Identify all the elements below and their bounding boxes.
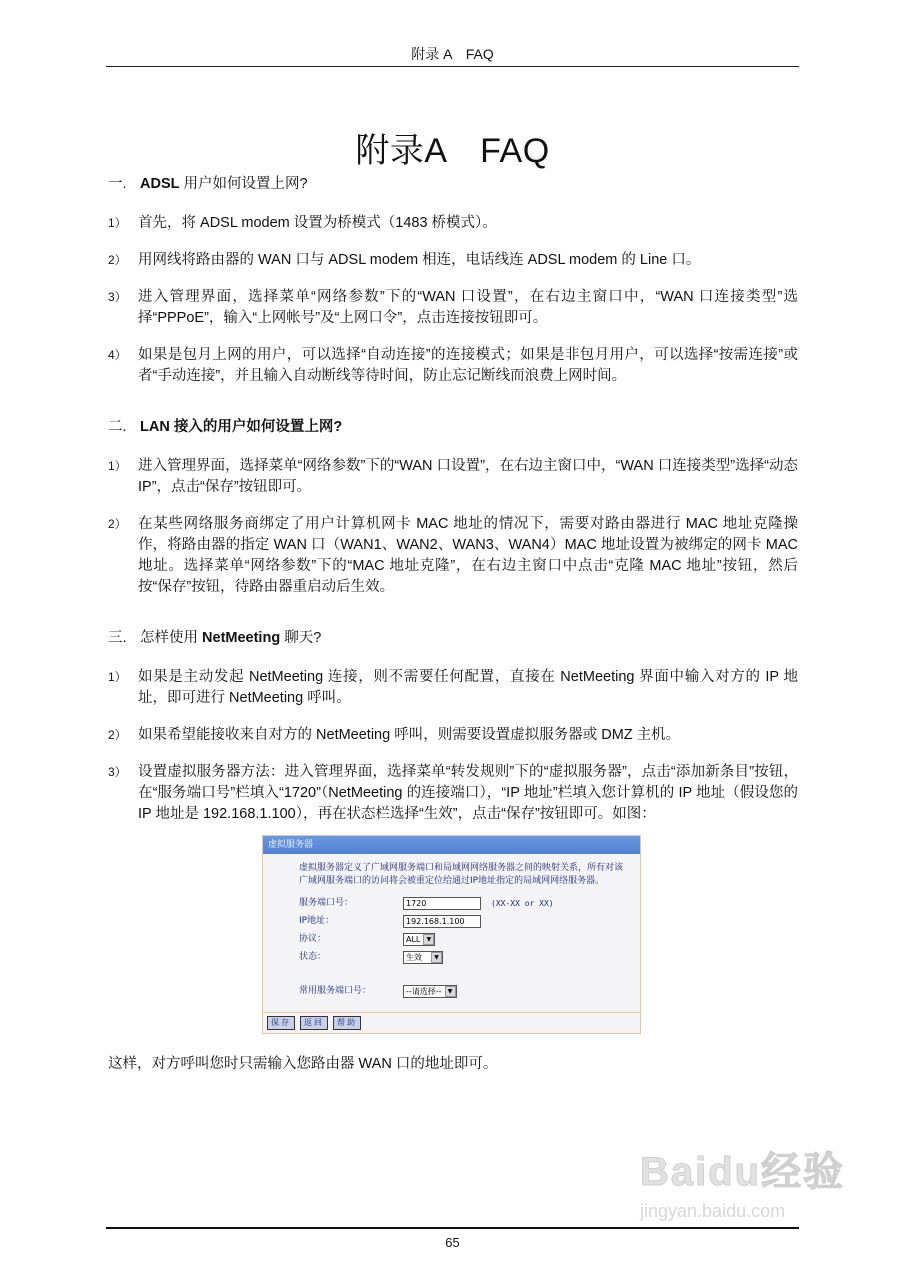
port-row bbox=[263, 894, 640, 912]
section-title-bold: LAN 接入的用户如何设置上网? bbox=[140, 419, 343, 435]
help-button[interactable]: 帮助 bbox=[333, 1016, 361, 1030]
section-number: 一. bbox=[108, 176, 127, 192]
item-text: 如果是主动发起 NetMeeting 连接，则不需要任何配置，直接在 NetMeeting 界面中输入对方的 IP 地址，即可进行 NetMeeting 呼叫。 bbox=[138, 669, 798, 706]
item-number: 2） bbox=[108, 728, 127, 742]
chevron-down-icon: ▼ bbox=[431, 952, 442, 963]
baidu-watermark bbox=[640, 1140, 860, 1240]
ip-label: IP地址： bbox=[299, 915, 335, 926]
section-title-bold: NetMeeting bbox=[202, 630, 281, 646]
status-value: 生效 bbox=[406, 952, 422, 962]
ip-row bbox=[263, 912, 640, 930]
item-text: 首先，将 ADSL modem 设置为桥模式（1483 桥模式）。 bbox=[138, 215, 497, 231]
item-number: 1） bbox=[108, 670, 127, 684]
back-button[interactable]: 返回 bbox=[300, 1016, 328, 1030]
item-number: 2） bbox=[108, 253, 127, 267]
section-title-bold: ADSL bbox=[140, 176, 180, 192]
item-number: 1） bbox=[108, 216, 127, 230]
status-select[interactable] bbox=[403, 951, 443, 964]
section-number: 二. bbox=[108, 419, 127, 435]
page-content bbox=[108, 174, 798, 1075]
protocol-row bbox=[263, 930, 640, 948]
section-title-prefix: 怎样使用 bbox=[140, 630, 203, 646]
page-number: 65 bbox=[445, 1235, 460, 1250]
chevron-down-icon: ▼ bbox=[445, 986, 456, 997]
port-hint: (XX-XX or XX) bbox=[491, 898, 554, 908]
item-text: 如果希望能接收来自对方的 NetMeeting 呼叫，则需要设置虚拟服务器或 DMZ 主机。 bbox=[138, 727, 681, 743]
running-header: 附录 A FAQ bbox=[411, 46, 494, 62]
watermark-brand: Baidu经验 bbox=[640, 1150, 846, 1194]
common-port-label: 常用服务端口号： bbox=[299, 985, 372, 996]
closing-paragraph: 这样，对方呼叫您时只需输入您路由器 WAN 口的地址即可。 bbox=[108, 1056, 498, 1072]
header-rule bbox=[106, 66, 799, 67]
figure-button-bar bbox=[263, 1012, 640, 1033]
page-title: 附录A FAQ bbox=[355, 131, 550, 170]
item-number: 3） bbox=[108, 290, 127, 304]
item-text: 进入管理界面，选择菜单“网络参数”下的“WAN 口设置”，在右边主窗口中，“WAN 口连接类型”选择“动态 IP”，点击“保存”按钮即可。 bbox=[138, 458, 798, 495]
section-title-text: 聊天? bbox=[280, 630, 322, 646]
port-label: 服务端口号： bbox=[299, 897, 354, 908]
section-title-text: 用户如何设置上网? bbox=[179, 176, 308, 192]
list-item bbox=[108, 287, 798, 329]
status-label: 状态： bbox=[299, 951, 327, 962]
list-item bbox=[108, 345, 798, 387]
save-button[interactable]: 保存 bbox=[267, 1016, 295, 1030]
item-number: 1） bbox=[108, 459, 127, 473]
common-port-select[interactable] bbox=[403, 985, 457, 998]
section-number: 三. bbox=[108, 630, 127, 646]
list-item bbox=[108, 725, 798, 746]
status-row bbox=[263, 948, 640, 966]
item-text: 进入管理界面，选择菜单“网络参数”下的“WAN 口设置”，在右边主窗口中，“WAN 口连接类型”选择“PPPoE”，输入“上网帐号”及“上网口令”，点击连接按钮即可。 bbox=[138, 289, 798, 326]
chevron-down-icon: ▼ bbox=[423, 934, 434, 945]
section-title-netmeeting bbox=[108, 628, 798, 649]
list-item bbox=[108, 250, 798, 271]
list-item bbox=[108, 667, 798, 709]
figure-title-bar: 虚拟服务器 bbox=[263, 836, 640, 854]
protocol-label: 协议： bbox=[299, 933, 327, 944]
item-text: 在某些网络服务商绑定了用户计算机网卡 MAC 地址的情况下，需要对路由器进行 MAC 地址克隆操作，将路由器的指定 WAN 口（WAN1、WAN2、WAN3、WAN4）MAC 地址设置为被绑定的网卡 MAC 地址。选择菜单“网络参数”下的“MAC 地址克隆”，在右边主窗口中点击“克隆 MAC 地址”按钮，然后按“保存”按钮，待路由器重启动后生效。 bbox=[138, 516, 798, 595]
section-title-adsl bbox=[108, 174, 798, 195]
protocol-value: ALL bbox=[406, 934, 421, 944]
footer-rule bbox=[106, 1227, 799, 1229]
protocol-select[interactable] bbox=[403, 933, 435, 946]
virtual-server-figure bbox=[262, 835, 641, 1034]
item-number: 3） bbox=[108, 765, 127, 779]
item-text: 如果是包月上网的用户，可以选择“自动连接”的连接模式；如果是非包月用户，可以选择“按需连接”或者“手动连接”，并且输入自动断线等待时间，防止忘记断线而浪费上网时间。 bbox=[138, 347, 798, 384]
figure-description: 虚拟服务器定义了广域网服务端口和局域网网络服务器之间的映射关系，所有对该广域网服务端口的访问将会被重定位给通过IP地址指定的局域网网络服务器。 bbox=[299, 863, 624, 886]
item-number: 2） bbox=[108, 517, 127, 531]
list-item bbox=[108, 514, 798, 598]
list-item bbox=[108, 762, 798, 825]
item-text: 用网线将路由器的 WAN 口与 ADSL modem 相连，电话线连 ADSL modem 的 Line 口。 bbox=[138, 252, 701, 268]
common-port-value: --请选择-- bbox=[406, 986, 442, 996]
watermark-url: jingyan.baidu.com bbox=[640, 1201, 786, 1221]
list-item bbox=[108, 213, 798, 234]
common-port-row bbox=[263, 982, 640, 1000]
port-input[interactable]: 1720 bbox=[403, 897, 481, 910]
ip-input[interactable]: 192.168.1.100 bbox=[403, 915, 481, 928]
section-title-lan bbox=[108, 417, 798, 438]
item-number: 4） bbox=[108, 348, 127, 362]
list-item bbox=[108, 456, 798, 498]
item-text: 设置虚拟服务器方法：进入管理界面，选择菜单“转发规则”下的“虚拟服务器”，点击“添加新条目”按钮，在“服务端口号”栏填入“1720”（NetMeeting 的连接端口），“IP 地址”栏填入您计算机的 IP 地址（假设您的 IP 地址是 192.168.1.100），再在状态栏选择“生效”，点击“保存”按钮即可。如图： bbox=[138, 764, 798, 822]
